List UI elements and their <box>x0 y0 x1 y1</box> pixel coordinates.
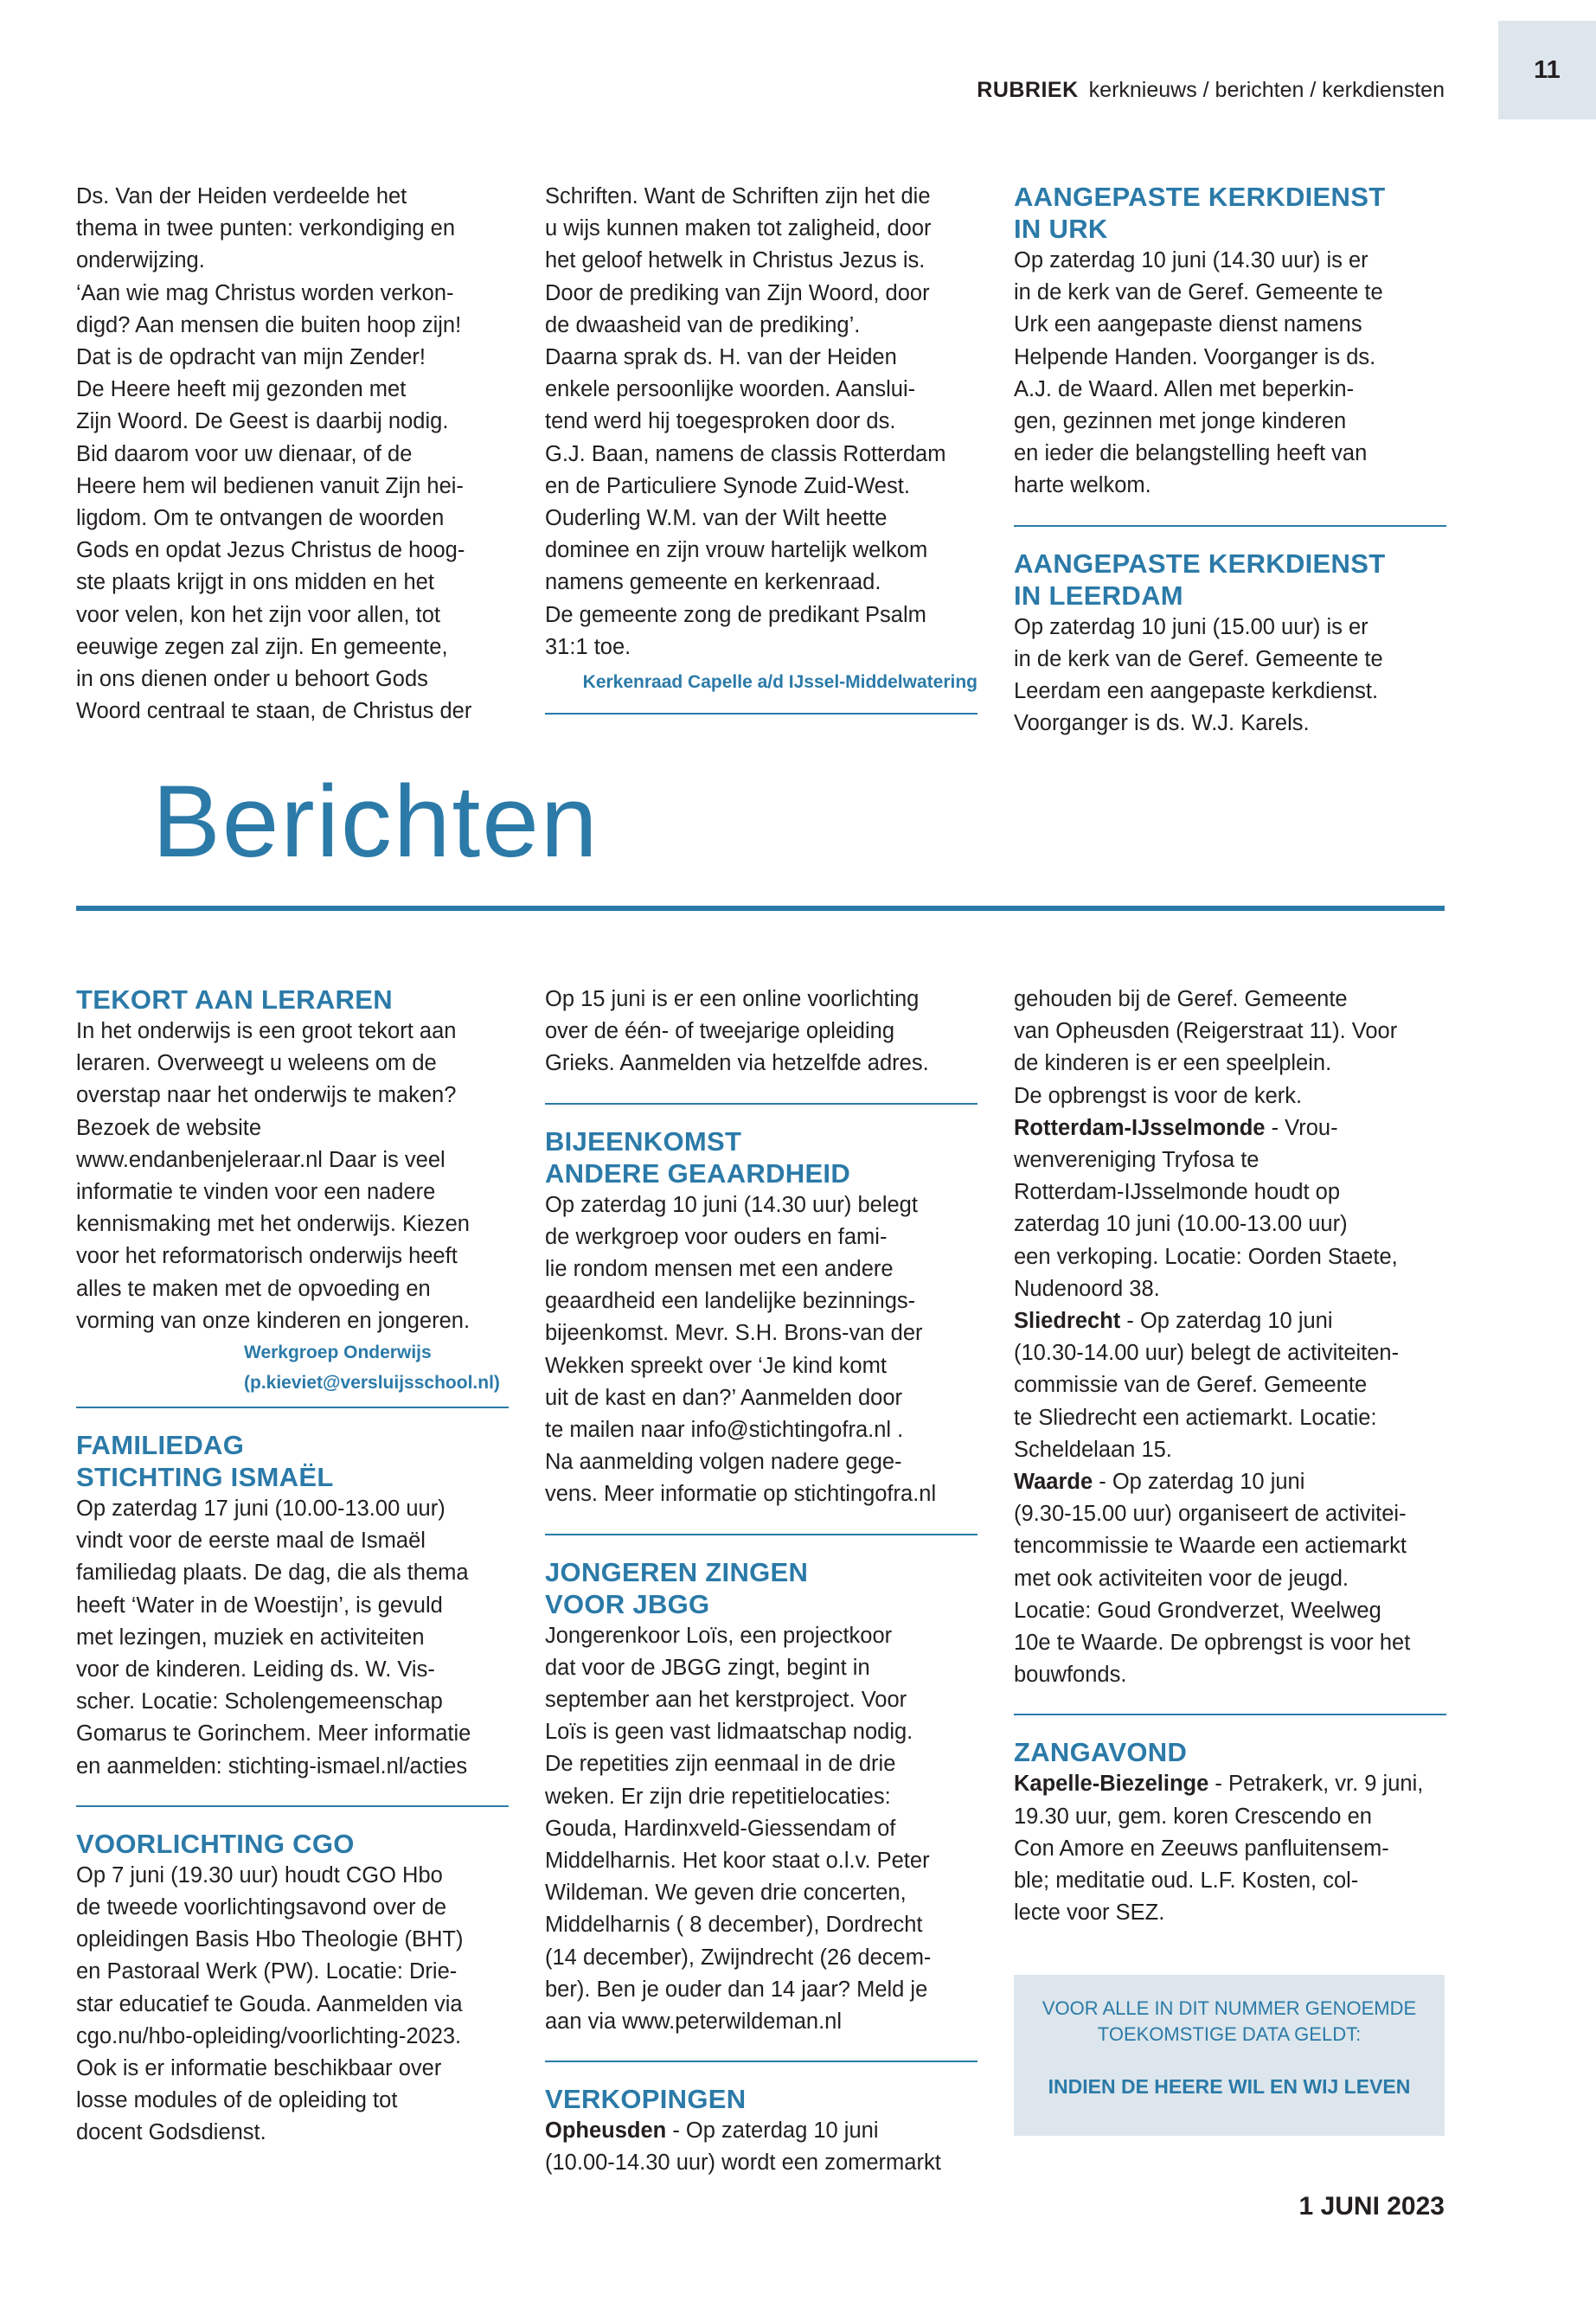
zangavond-text: - Petrakerk, vr. 9 juni, 19.30 uur, gem. koren Crescendo en Con Amore en Zeeuws panfluitensem- ble; meditatie oud. L.F. Kosten, col- lecte voor SEZ. <box>1014 1772 1424 1926</box>
divider <box>545 1103 977 1105</box>
sermon-text-part1: Ds. Van der Heiden verdeelde het thema in twee punten: verkondiging en onderwijzing. ‘Aan wie mag Christus worden verkon- digd? Aan mensen die buiten hoop zijn! Dat is de opdracht van mijn Zender! De Heere heeft mij gezonden met Zijn Woord. De Geest is daarbij nodig. Bid daarom voor uw dienaar, of de Heere hem wil bedienen vanuit Zijn hei- ligdom. Om te ontvangen de woorden Gods en opdat Jezus Christus de hoog- ste plaats krijgt in ons midden en het voor velen, kon het zijn voor allen, tot eeuwige zegen zal zijn. En gemeente, in ons dienen onder u behoort Gods Woord centraal te staan, de Christus der <box>76 184 472 724</box>
divider <box>76 1805 509 1807</box>
sermon-text-part2: Schriften. Want de Schriften zijn het die u wijs kunnen maken tot zaligheid, door het geloof hetwelk in Christus Jezus is. Door de prediking van Zijn Woord, door de dwaasheid van de prediking’. Daarna sprak ds. H. van der Heiden enkele persoonlijke woorden. Aanslui- tend werd hij toegesproken door ds. G.J. Baan, namens de classis Rotterdam en de Particuliere Synode Zuid-West. Ouderling W.M. van der Wilt heette dominee en zijn vrouw hartelijk welkom namens gemeente en kerkenraad. De gemeente zong de predikant Psalm 31:1 toe. <box>545 184 946 659</box>
urk-body: Op zaterdag 10 juni (14.30 uur) is er in de kerk van de Geref. Gemeente te Urk een aangepaste dienst namens Helpende Handen. Voorganger is ds. A.J. de Waard. Allen met beperkin- gen, gezinnen met jonge kinderen en ieder die belangstelling heeft van harte welkom. <box>1014 248 1383 498</box>
section-categories: kerknieuws / berichten / kerkdiensten <box>1088 78 1445 102</box>
notice-line-2: INDIEN DE HEERE WIL EN WIJ LEVEN <box>1048 2075 1411 2098</box>
heading-urk: AANGEPASTE KERKDIENST IN URK <box>1014 182 1386 244</box>
divider <box>545 1534 977 1535</box>
bijeenkomst-body: Op zaterdag 10 juni (14.30 uur) belegt de werkgroep voor ouders en fami- lie rondom mensen met een andere geaardheid een landelijke bezinnings- bijeenkomst. Mevr. S.H. Brons-van der Wekken spreekt over ‘Je kind komt uit de kast en dan?’ Aanmelden door te mailen naar info@stichtingofra.nl . Na aanmelding volgen nadere gege- vens. Meer informatie op stichtingofra.nl <box>545 1192 937 1507</box>
divider <box>545 2061 977 2062</box>
heading-tekort: TEKORT AAN LERAREN <box>76 984 393 1015</box>
opheusden-continued: gehouden bij de Geref. Gemeente van Opheusden (Reigerstraat 11). Voor de kinderen is er een speelplein. De opbrengst is voor de kerk. <box>1014 987 1398 1108</box>
notice-box <box>1014 1975 1445 2136</box>
divider <box>1014 525 1446 527</box>
rotterdam-text: - Vrou- wenvereniging Tryfosa te Rotterdam-IJsselmonde houdt op zaterdag 10 juni (10.00-13.00 uur) een verkoping. Locatie: Oorden Staete, Nudenoord 38. <box>1014 1115 1398 1301</box>
heading-jongeren: JONGEREN ZINGEN VOOR JBGG <box>545 1556 809 1619</box>
rotterdam-entry <box>1014 1112 1446 1305</box>
zangavond-entry <box>1014 1768 1446 1929</box>
sliedrecht-place: Sliedrecht <box>1014 1309 1121 1334</box>
issue-date: 1 JUNI 2023 <box>1298 2192 1445 2221</box>
berichten-column-1 <box>76 984 509 2150</box>
waarde-place: Waarde <box>1014 1470 1093 1495</box>
rotterdam-place: Rotterdam-IJsselmonde <box>1014 1115 1266 1140</box>
divider <box>76 1407 509 1408</box>
cgo-body: Op 7 juni (19.30 uur) houdt CGO Hbo de tweede voorlichtingsavond over de opleidingen Basis Hbo Theologie (BHT) en Pastoraal Werk (PW). Locatie: Drie- star educatief te Gouda. Aanmelden via cgo.nu/hbo-opleiding/voorlichting-2023. Ook is er informatie beschikbaar over losse modules of de opleiding tot docent Godsdienst. <box>76 1862 464 2145</box>
waarde-entry <box>1014 1466 1446 1691</box>
opheusden-place: Opheusden <box>545 2118 667 2144</box>
section-title: Berichten <box>152 765 599 879</box>
kerkenraad-signature: Kerkenraad Capelle a/d IJssel-Middelwatering <box>582 672 977 693</box>
waarde-text: - Op zaterdag 10 juni (9.30-15.00 uur) organiseert de activitei- tencommissie te Waarde een actiemarkt met ook activiteiten voor de jeugd. Locatie: Goud Grondverzet, Weelweg 10e te Waarde. De opbrengst is voor het bouwfonds. <box>1014 1470 1411 1688</box>
top-column-2 <box>545 181 977 735</box>
heading-zangavond: ZANGAVOND <box>1014 1737 1188 1768</box>
opheusden-entry <box>545 2115 977 2179</box>
divider <box>545 713 977 715</box>
section-divider <box>76 906 1445 911</box>
familiedag-body: Op zaterdag 17 juni (10.00-13.00 uur) vindt voor de eerste maal de Ismaël familiedag plaats. De dag, die als thema heeft ‘Water in de Woestijn’, is gevuld met lezingen, muziek en activiteiten voor de kinderen. Leiding ds. W. Vis- scher. Locatie: Scholengemeenschap Gomarus te Gorinchem. Meer informatie en aanmelden: stichting-ismael.nl/acties <box>76 1497 471 1779</box>
berichten-column-2 <box>545 984 977 2180</box>
heading-leerdam: AANGEPASTE KERKDIENST IN LEERDAM <box>1014 548 1386 611</box>
sliedrecht-entry <box>1014 1305 1446 1466</box>
leerdam-body: Op zaterdag 10 juni (15.00 uur) is er in de kerk van de Geref. Gemeente te Leerdam een aangepaste kerkdienst. Voorganger is ds. W.J. Karels. <box>1014 614 1383 736</box>
zangavond-place: Kapelle-Biezelinge <box>1014 1772 1209 1797</box>
berichten-column-3 <box>1014 984 1446 1929</box>
cgo-continued: Op 15 juni is er een online voorlichting over de één- of tweejarige opleiding Grieks. Aanmelden via hetzelfde adres. <box>545 987 929 1076</box>
heading-cgo: VOORLICHTING CGO <box>76 1828 355 1859</box>
divider <box>1014 1714 1446 1715</box>
opheusden-text: - Op zaterdag 10 juni (10.00-14.30 uur) wordt een zomermarkt <box>545 2118 941 2176</box>
top-column-1 <box>76 181 509 727</box>
top-column-3 <box>1014 181 1446 740</box>
tekort-body: In het onderwijs is een groot tekort aan leraren. Overweegt u weleens om de overstap naar het onderwijs te maken? Bezoek de website www.endanbenjeleraar.nl Daar is veel informatie te vinden voor een nadere kennismaking met het onderwijs. Kiezen voor het reformatorisch onderwijs heeft alles te maken met de opvoeding en vorming van onze kinderen en jongeren. <box>76 1019 471 1333</box>
heading-bijeenkomst: BIJEENKOMST ANDERE GEAARDHEID <box>545 1125 851 1189</box>
sliedrecht-text: - Op zaterdag 10 juni (10.30-14.00 uur) belegt de activiteiten- commissie van de Geref. Gemeente te Sliedrecht een actiemarkt. Locatie: Scheldelaan 15. <box>1014 1309 1400 1462</box>
notice-line-1: VOOR ALLE IN DIT NUMMER GENOEMDE TOEKOMSTIGE DATA GELDT: <box>1042 1997 1417 2045</box>
running-header <box>977 78 1445 103</box>
onderwijs-signature: Werkgroep Onderwijs (p.kieviet@versluijsschool.nl) <box>244 1343 500 1394</box>
jongeren-body: Jongerenkoor Loïs, een projectkoor dat voor de JBGG zingt, begint in september aan het kerstproject. Voor Loïs is geen vast lidmaatschap nodig. De repetities zijn eenmaal in de drie weken. Er zijn drie repetitielocaties: Gouda, Hardinxveld-Giessendam of Middelharnis. Het koor staat o.l.v. Peter Wildeman. We geven drie concerten, Middelharnis ( 8 december), Dordrecht (14 december), Zwijndrecht (26 decem- ber). Ben je ouder dan 14 jaar? Meld je aan via www.peterwildeman.nl <box>545 1623 932 2035</box>
heading-familiedag: FAMILIEDAG STICHTING ISMAËL <box>76 1430 334 1493</box>
page-number: 11 <box>1498 21 1596 119</box>
section-label: RUBRIEK <box>977 78 1079 102</box>
heading-verkopingen: VERKOPINGEN <box>545 2084 747 2115</box>
